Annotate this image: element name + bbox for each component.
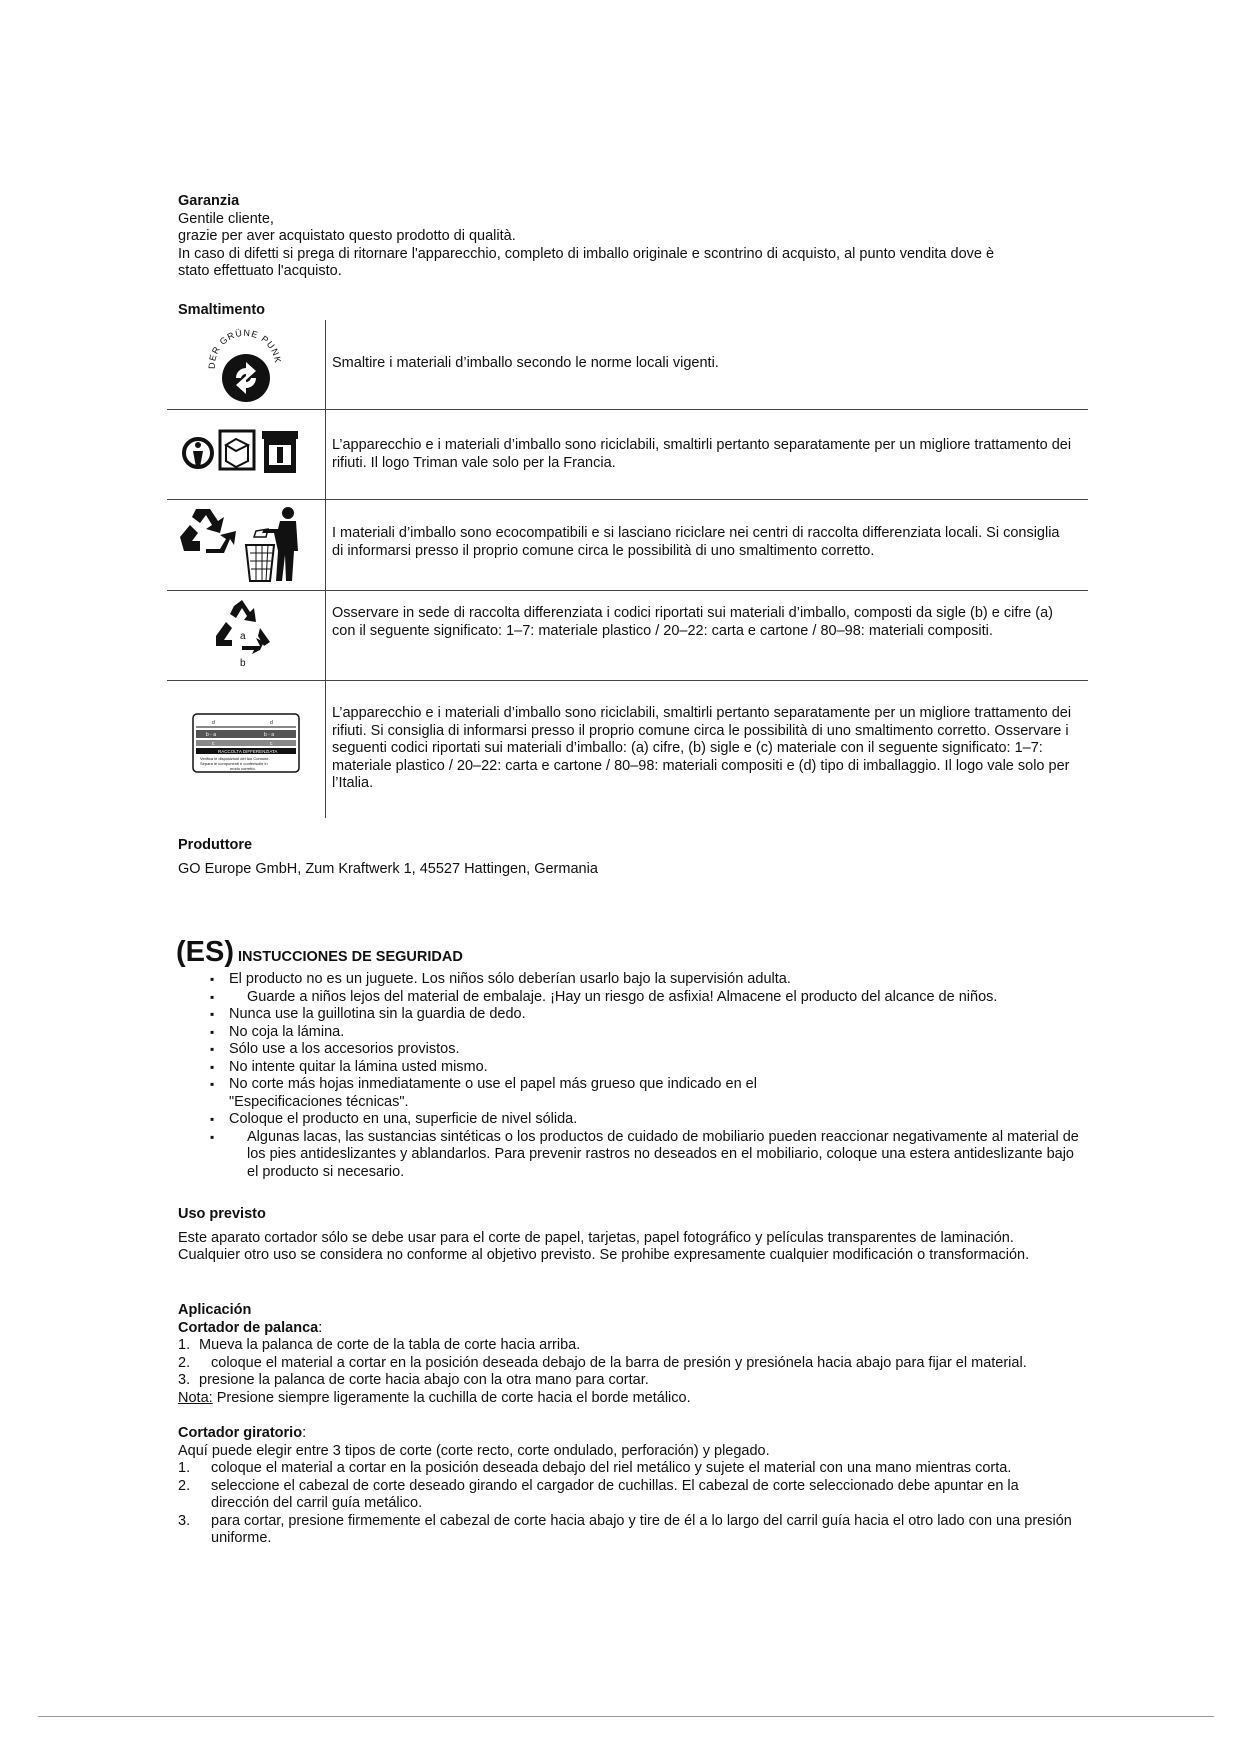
- list-item: ▪ Guarde a niños lejos del material de embalaje. ¡Hay un riesgo de asfixia! Almacene el producto del alcance de niños.: [203, 989, 1083, 1007]
- list-item: ▪ Nunca use la guillotina sin la guardia de dedo.: [203, 1006, 1083, 1024]
- list-item: ▪ El producto no es un juguete. Los niños sólo deberían usarlo bajo la supervisión adulta.: [203, 971, 1083, 989]
- label-c: c: [270, 741, 273, 747]
- table-divider: [167, 680, 1088, 681]
- italy-label-icon: [192, 713, 300, 773]
- list-item: ▪ Coloque el producto en una, superficie de nivel sólida.: [203, 1111, 1083, 1129]
- es-language-code: (ES): [176, 936, 234, 968]
- recycle-tidyman-icon: [176, 503, 312, 585]
- palanca-title: Cortador de palanca: [178, 1319, 319, 1336]
- list-item: [143, 1337, 1078, 1355]
- list-item: ▪ No intente quitar la lámina usted mismo.: [203, 1059, 1083, 1077]
- step-number: 3.: [178, 1372, 191, 1388]
- recycling-code-icon: [210, 598, 280, 670]
- list-item: [143, 1355, 1078, 1373]
- es-safety-list: [203, 971, 1083, 1181]
- table-divider: [167, 409, 1088, 410]
- triman-icon: [176, 423, 306, 479]
- smaltimento-row-text: I materiali d’imballo sono ecocompatibili e si lasciano riciclare nei centri di raccolta differenziata locali. Si consiglia di informarsi presso il proprio comune circa le possibilità di uno smaltimento corretto.: [332, 525, 1060, 559]
- step-number: 1.: [178, 1460, 191, 1476]
- step-number: 2.: [178, 1354, 191, 1371]
- smaltimento-row-text: Smaltire i materiali d’imballo secondo le norme locali vigenti.: [332, 355, 719, 371]
- step-number: 1.: [178, 1337, 191, 1353]
- step-number: 2.: [178, 1477, 191, 1494]
- label-d: d: [212, 720, 215, 726]
- label-d: d: [270, 720, 273, 726]
- step-text: Mueva la palanca de corte de la tabla de corte hacia arriba.: [199, 1337, 581, 1353]
- list-item: ▪ Algunas lacas, las sustancias sintéticas o los productos de cuidado de mobiliario pueden reaccionar negativamente al material de los pies antideslizantes y ablandarlos. Para prevenir rastros no deseados en el mobiliario, coloque una estera antideslizante bajo el producto si necesario.: [203, 1129, 1083, 1182]
- list-item: [143, 1460, 1078, 1478]
- table-divider: [167, 590, 1088, 591]
- giratorio-title: Cortador giratorio: [178, 1425, 303, 1441]
- recycling-code-b: b: [240, 658, 246, 669]
- label-b-a: b - a: [206, 732, 217, 738]
- step-text: seleccione el cabezal de corte deseado girando el cargador de cuchillas. El cabezal de corte seleccionado debe apuntar en la dirección del carril guía metálico.: [211, 1477, 1019, 1511]
- aplicacion-section: Aplicación Cortador de palanca: 1. Mueva la palanca de corte de la tabla de corte hacia arriba. 2. coloque el material a cortar en la posición deseada debajo de la barra de presión y presiónela hacia abajo para fijar el material. 3. presione la palanca de corte hacia abajo con la otra mano para cortar. Nota: Presione siempre ligeramente la cuchilla de corte hacia el borde metálico. Cortador giratorio: Aquí puede elegir entre 3 tipos de corte (corte recto, corte ondulado, perforación) y plegado. 1. coloque el material a cortar en la posición deseada debajo del riel metálico y sujete el material con una mano mientras corta. 2. seleccione el cabezal de corte deseado girando el cargador de cuchillas. El cabezal de corte seleccionado debe apuntar en la dirección del carril guía metálico. 3. para cortar, presione firmemente el cabezal de corte hacia abajo y tire de él a lo largo del carril guía hacia el otro lado con una presión uniforme.: [178, 1302, 1078, 1548]
- green-dot-icon: [203, 325, 283, 405]
- garanzia-line: grazie per aver acquistato questo prodotto di qualità.: [178, 228, 516, 244]
- smaltimento-row-text: Osservare in sede di raccolta differenziata i codici riportati sui materiali d’imballo, composti da sigle (b) e cifre (a) con il seguente significato: 1–7: materiale plastico / 20–22: carta e cartone / 80–98: materiali compositi.: [332, 605, 1053, 639]
- list-item: ▪ No corte más hojas inmediatamente o use el papel más grueso que indicado en el "Especificaciones técnicas".: [203, 1076, 829, 1111]
- smaltimento-row-text: L’apparecchio e i materiali d’imballo sono riciclabili, smaltirli pertanto separatamente per un migliore trattamento dei rifiuti. Si consiglia di informarsi presso il proprio comune circa le possibilità di uno smaltimento corretto. Osservare i seguenti codici riportati sui materiali d’imballo: (a) cifre, (b) sigle e (c) materiale con il seguente significato: 1–7: materiale plastico / 20–22: carta e cartone / 80–98: materiali compositi e (d) tipo di imballaggio. Il logo vale solo per l’Italia.: [332, 705, 1072, 791]
- garanzia-title: Garanzia: [178, 193, 240, 209]
- list-item: [143, 1478, 1078, 1513]
- garanzia-section: [178, 193, 1078, 281]
- produttore-title: Produttore: [178, 837, 253, 853]
- nota-text: Presione siempre ligeramente la cuchilla de corte hacia el borde metálico.: [212, 1389, 691, 1406]
- garanzia-line: Gentile cliente,: [178, 210, 274, 227]
- giratorio-steps: [143, 1460, 1078, 1548]
- uso-previsto-title: Uso previsto: [178, 1206, 266, 1222]
- step-text: presione la palanca de corte hacia abajo con la otra mano para cortar.: [199, 1372, 649, 1388]
- uso-previsto-text: Este aparato cortador sólo se debe usar para el corte de papel, tarjetas, papel fotográfico y películas transparentes de laminación. Cualquier otro uso se considera no conforme al objetivo previsto. Se prohibe expresamente cualquier modificación o transformación.: [178, 1229, 1030, 1263]
- label-b-a: b - a: [264, 732, 275, 738]
- giratorio-intro: Aquí puede elegir entre 3 tipos de corte (corte recto, corte ondulado, perforación) y plegado.: [178, 1442, 770, 1459]
- step-text: coloque el material a cortar en la posición deseada debajo del riel metálico y sujete el material con una mano mientras corta.: [211, 1460, 1012, 1476]
- nota-label: Nota:: [178, 1389, 213, 1406]
- list-item: ▪ Sólo use a los accesorios provistos.: [203, 1041, 1083, 1059]
- palanca-steps: [143, 1337, 1078, 1390]
- list-item: ▪ No coja la lámina.: [203, 1024, 1083, 1042]
- recycling-code-a: a: [240, 631, 246, 642]
- es-heading: [176, 936, 1076, 968]
- label-note: Separa le componenti e conferiscile in: [200, 761, 268, 766]
- smaltimento-title: Smaltimento: [178, 302, 266, 318]
- step-number: 3.: [178, 1512, 191, 1529]
- table-divider: [167, 499, 1088, 500]
- green-dot-text: DER GRÜNE PUNK: [206, 327, 283, 370]
- produttore-section: [178, 837, 1078, 878]
- step-text: para cortar, presione firmemente el cabezal de corte hacia abajo y tire de él a lo largo del carril guía hacia el otro lado con una presión uniforme.: [211, 1512, 1072, 1546]
- aplicacion-title: Aplicación: [178, 1302, 252, 1318]
- list-item: [143, 1513, 1078, 1548]
- label-c: c: [212, 741, 215, 747]
- label-raccolta: RACCOLTA DIFFERENZIATA: [218, 749, 278, 754]
- garanzia-line: stato effettuato l'acquisto.: [178, 263, 342, 279]
- smaltimento-row-text: L’apparecchio e i materiali d’imballo sono riciclabili, smaltirli pertanto separatamente per un migliore trattamento dei rifiuti. Il logo Triman vale solo per la Francia.: [332, 437, 1072, 471]
- produttore-address: GO Europe GmbH, Zum Kraftwerk 1, 45527 Hattingen, Germania: [178, 860, 598, 877]
- label-note: modo corretto.: [230, 766, 256, 771]
- footer-rule: [38, 1716, 1214, 1717]
- nota: [178, 1390, 1078, 1408]
- label-note: Verifica le disposizioni del tuo Comune.: [200, 756, 270, 761]
- garanzia-line: In caso di difetti si prega di ritornare l'apparecchio, completo di imballo originale e scontrino di acquisto, al punto vendita dove è: [178, 245, 995, 262]
- uso-previsto-section: [178, 1206, 1068, 1265]
- table-vertical-rule: [325, 320, 326, 818]
- es-safety-title: INSTUCCIONES DE SEGURIDAD: [238, 949, 463, 965]
- list-item: [143, 1372, 1078, 1390]
- step-text: coloque el material a cortar en la posición deseada debajo de la barra de presión y presiónela hacia abajo para fijar el material.: [211, 1354, 1027, 1371]
